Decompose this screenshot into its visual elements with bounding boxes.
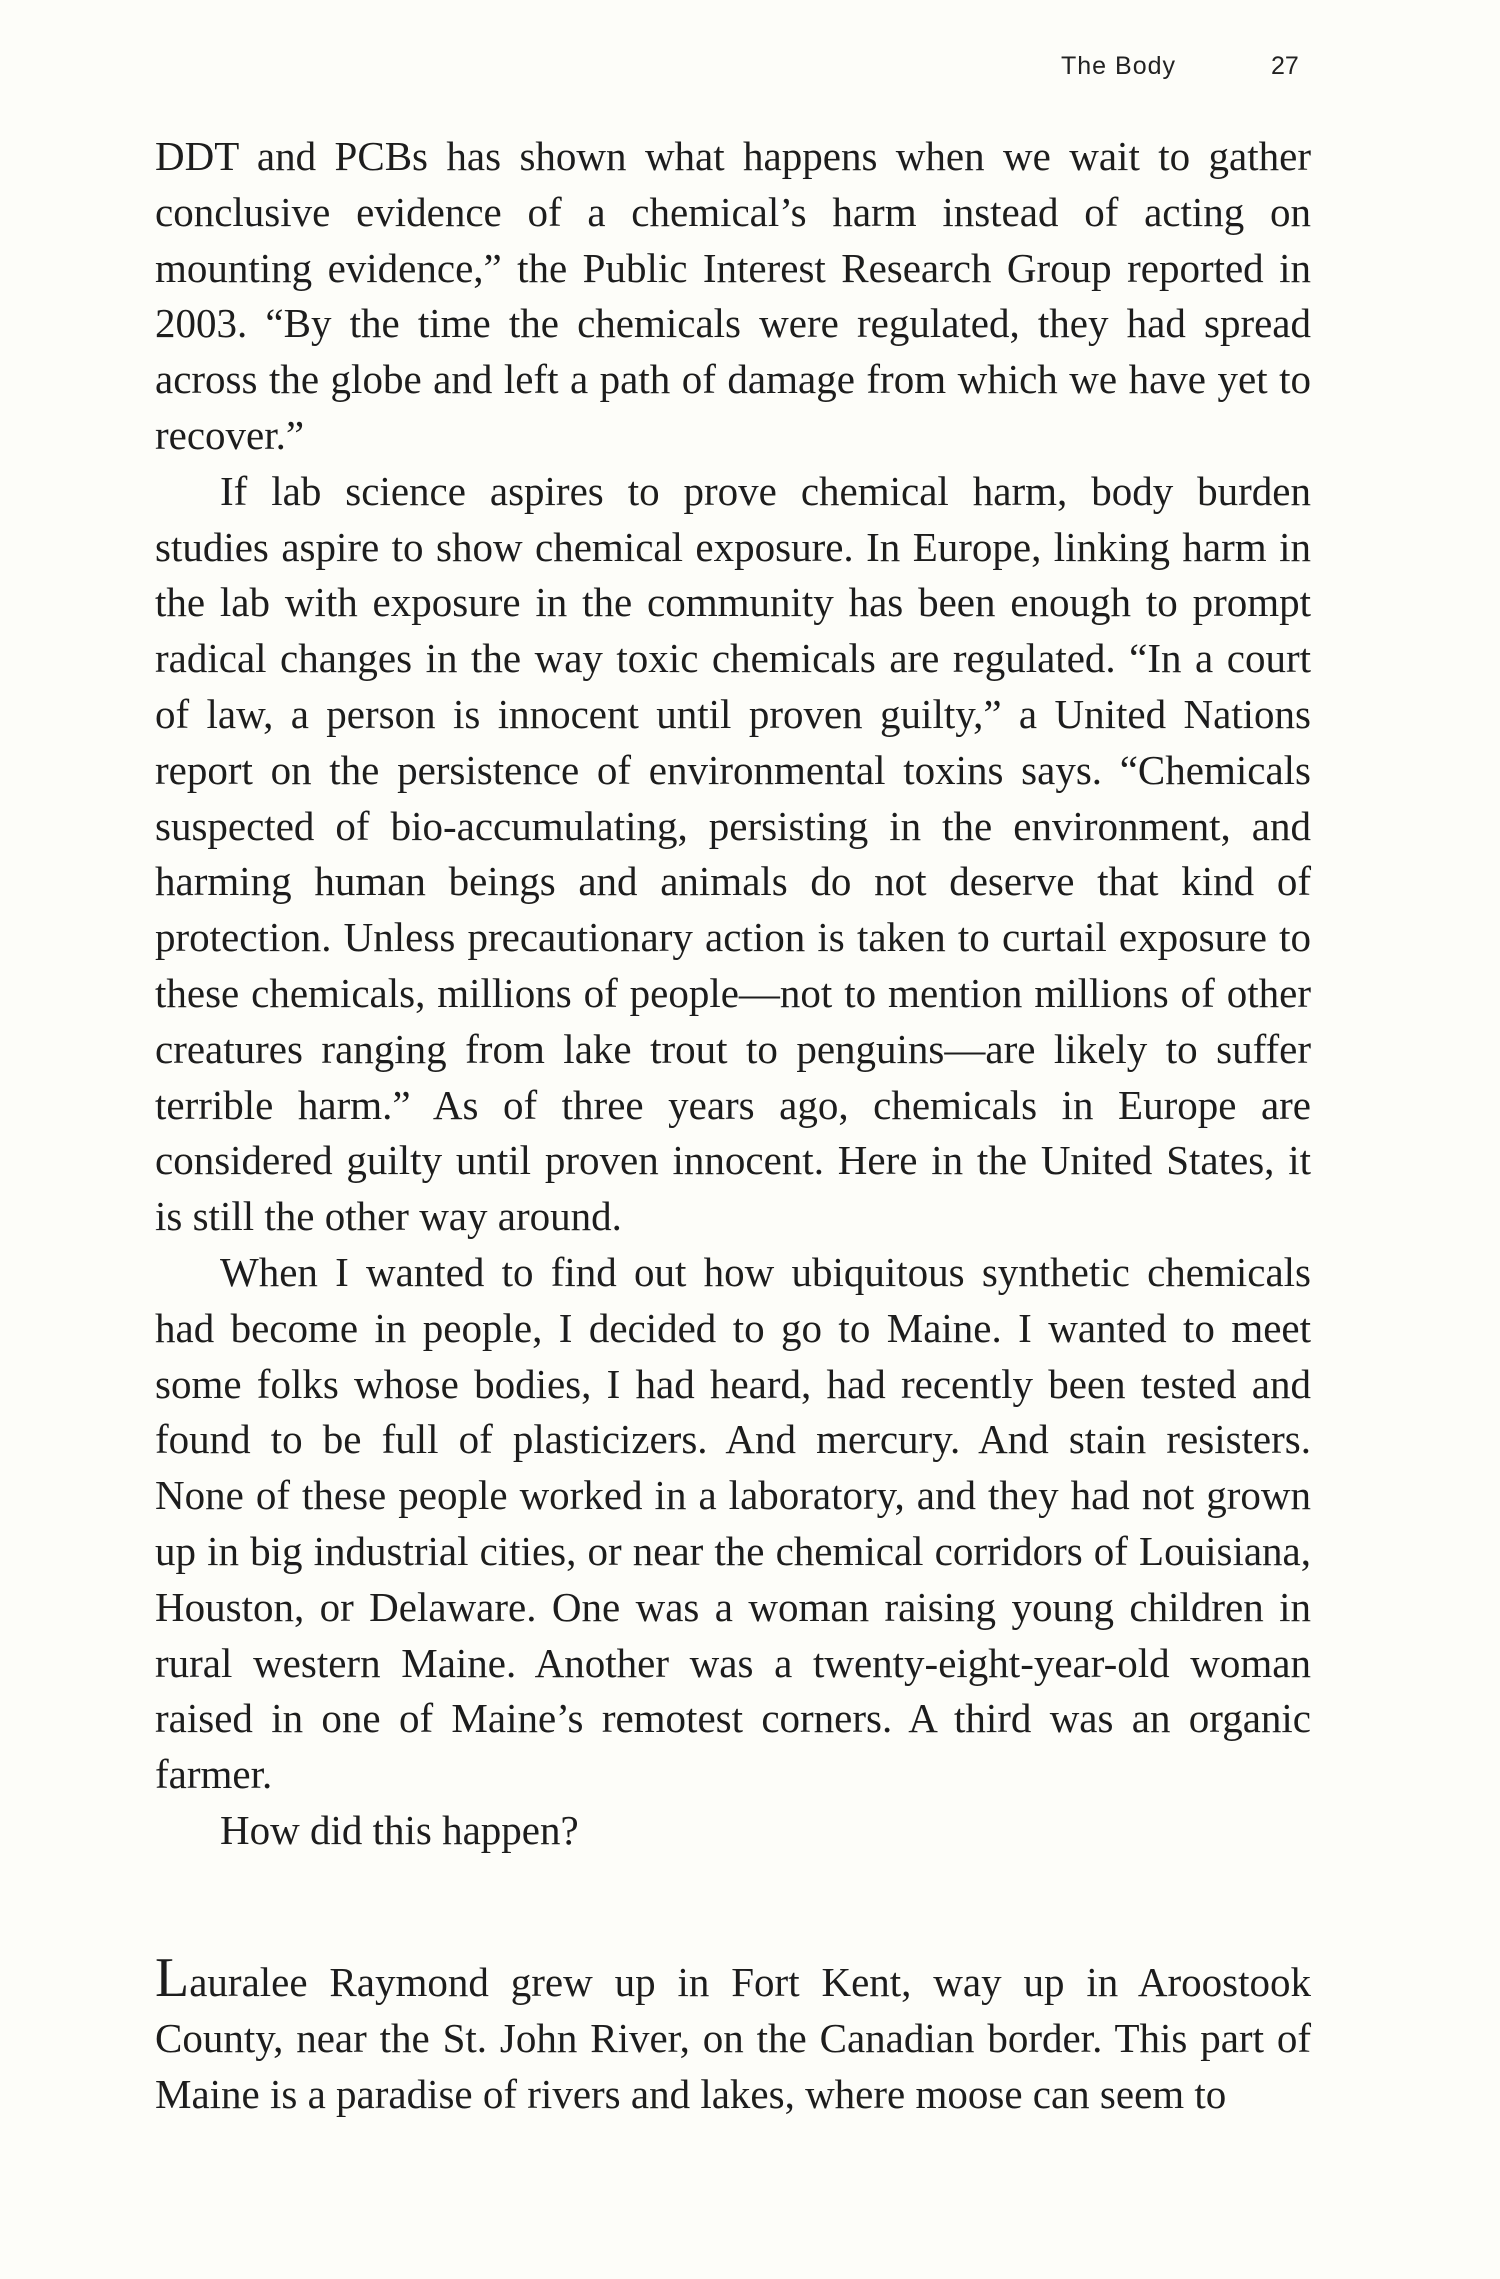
running-head [0,52,1500,92]
section-opening-text: auralee Raymond grew up in Fort Kent, way up in Aroostook County, near the St. John River, on the Canadian border. This part of Maine is a paradise of rivers and lakes, where moose can seem to [155,1959,1311,2117]
section-lead-letter: L [155,1947,190,2009]
page-number: 27 [1271,52,1299,80]
section-opening-paragraph [155,1947,1311,2122]
body-text [155,129,1311,1859]
paragraph-continued: DDT and PCBs has shown what happens when we wait to gather conclusive evidence of a chemical’s harm instead of acting on mounting evidence,” the Public Interest Research Group reported in 2003. “By the time the chemicals were regulated, they had spread across the globe and left a path of damage from which we have yet to recover.” [155,133,1311,458]
paragraph-question: How did this happen? [220,1806,579,1853]
section-start [155,1947,1311,2122]
running-title: The Body [1061,52,1177,80]
paragraph-precaution: If lab science aspires to prove chemical harm, body burden studies aspire to show chemical exposure. In Europe, linking harm in the lab with exposure in the community has been enough to prompt radical changes in the way toxic chemicals are regulated. “In a court of law, a person is innocent until proven guilty,” a United Nations report on the persistence of environmental toxins says. “Chemicals suspected of bio-accumulating, persisting in the environment, and harming human beings and animals do not deserve that kind of protection. Unless precautionary action is taken to curtail exposure to these chemicals, millions of people—not to mention millions of other creatures ranging from lake trout to penguins—are likely to suffer terrible harm.” As of three years ago, chemicals in Europe are considered guilty until proven innocent. Here in the United States, it is still the other way around. [155,467,1311,1240]
paragraph-maine: When I wanted to find out how ubiquitous synthetic chemicals had become in people, I decided to go to Maine. I wanted to meet some folks whose bodies, I had heard, had recently been tested and found to be full of plasticizers. And mercury. And stain resisters. None of these people worked in a laboratory, and they had not grown up in big industrial cities, or near the chemical corridors of Louisiana, Houston, or Delaware. One was a woman raising young children in rural western Maine. Another was a twenty-eight-year-old woman raised in one of Maine’s remotest corners. A third was an organic farmer. [155,1248,1311,1798]
